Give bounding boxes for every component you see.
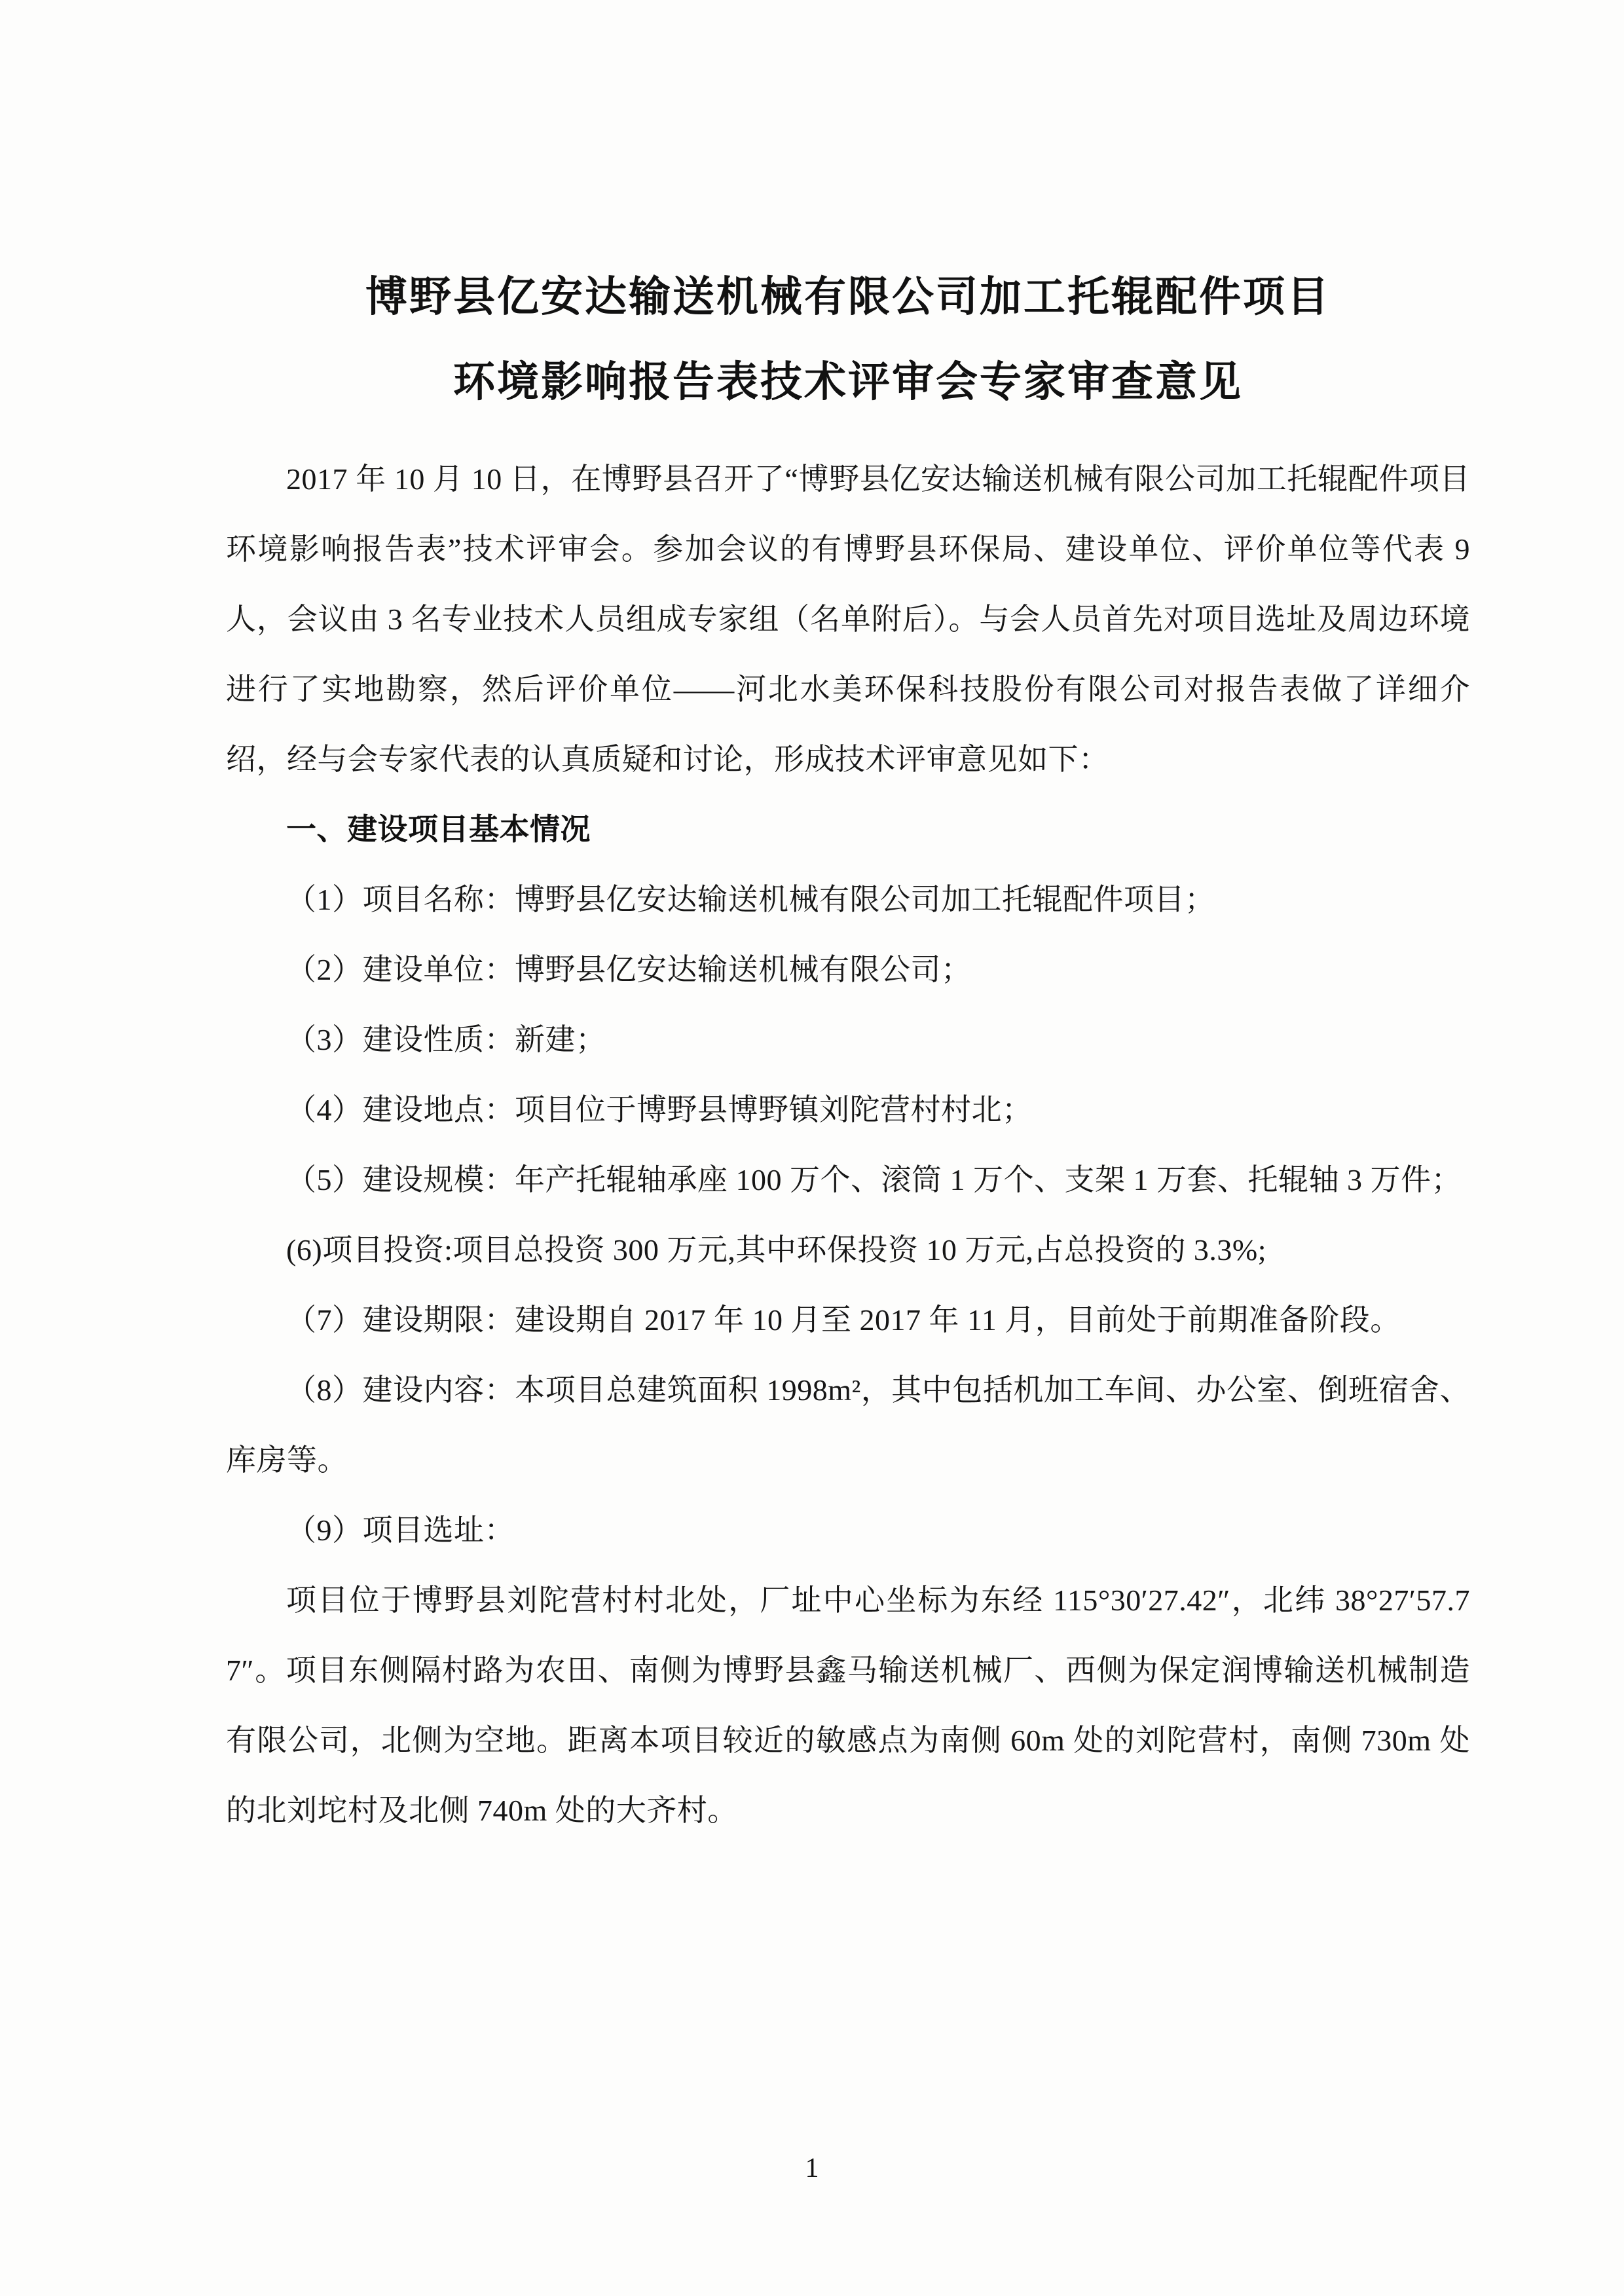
item-2-construction-unit: （2）建设单位：博野县亿安达输送机械有限公司； (286, 953, 972, 986)
item-8-construction-content: （8）建设内容：本项目总建筑面积 1998m²，其中包括机加工车间、办公室、倒班宿舍、库房等。 (226, 1373, 1470, 1477)
item-5-construction-scale: （5）建设规模：年产托辊轴承座 100 万个、滚筒 1 万个、支架 1 万套、托辊轴 3 万件； (286, 1163, 1462, 1196)
item-6-project-investment: (6)项目投资:项目总投资 300 万元,其中环保投资 10 万元,占总投资的 3.3%; (286, 1233, 1267, 1267)
document-title-line2: 环境影响报告表技术评审会专家审查意见 (453, 358, 1243, 405)
document-title (226, 254, 1470, 424)
item-1-project-name: （1）项目名称：博野县亿安达输送机械有限公司加工托辊配件项目； (286, 883, 1215, 916)
document-body (226, 444, 1470, 1845)
document-title-line1: 博野县亿安达输送机械有限公司加工托辊配件项目 (365, 273, 1331, 320)
intro-paragraph: 2017 年 10 月 10 日，在博野县召开了“博野县亿安达输送机械有限公司加工托辊配件项目环境影响报告表”技术评审会。参加会议的有博野县环保局、建设单位、评价单位等代表 9 人，会议由 3 名专业技术人员组成专家组（名单附后）。与会人员首先对项目选址及周边环境进行了实地勘察，然后评价单位——河北水美环保科技股份有限公司对报告表做了详细介绍，经与会专家代表的认真质疑和讨论，形成技术评审意见如下： (226, 462, 1470, 776)
item-3-construction-nature: （3）建设性质：新建； (286, 1023, 606, 1056)
item-4-construction-location: （4）建设地点：项目位于博野县博野镇刘陀营村村北； (286, 1093, 1033, 1126)
site-selection-paragraph: 项目位于博野县刘陀营村村北处，厂址中心坐标为东经 115°30′27.42″，北纬 38°27′57.77″。项目东侧隔村路为农田、南侧为博野县鑫马输送机械厂、西侧为保定润博输送机械制造有限公司，北侧为空地。距离本项目较近的敏感点为南侧 60m 处的刘陀营村，南侧 730m 处的北刘坨村及北侧 740m 处的大齐村。 (226, 1583, 1470, 1827)
document-content (226, 254, 1470, 1845)
section-heading-basic-info: 一、建设项目基本情况 (286, 812, 591, 846)
item-7-construction-period: （7）建设期限：建设期自 2017 年 10 月至 2017 年 11 月，目前处于前期准备阶段。 (286, 1303, 1401, 1337)
page-number: 1 (805, 2153, 819, 2183)
item-9-site-selection-label: （9）项目选址： (286, 1513, 515, 1547)
